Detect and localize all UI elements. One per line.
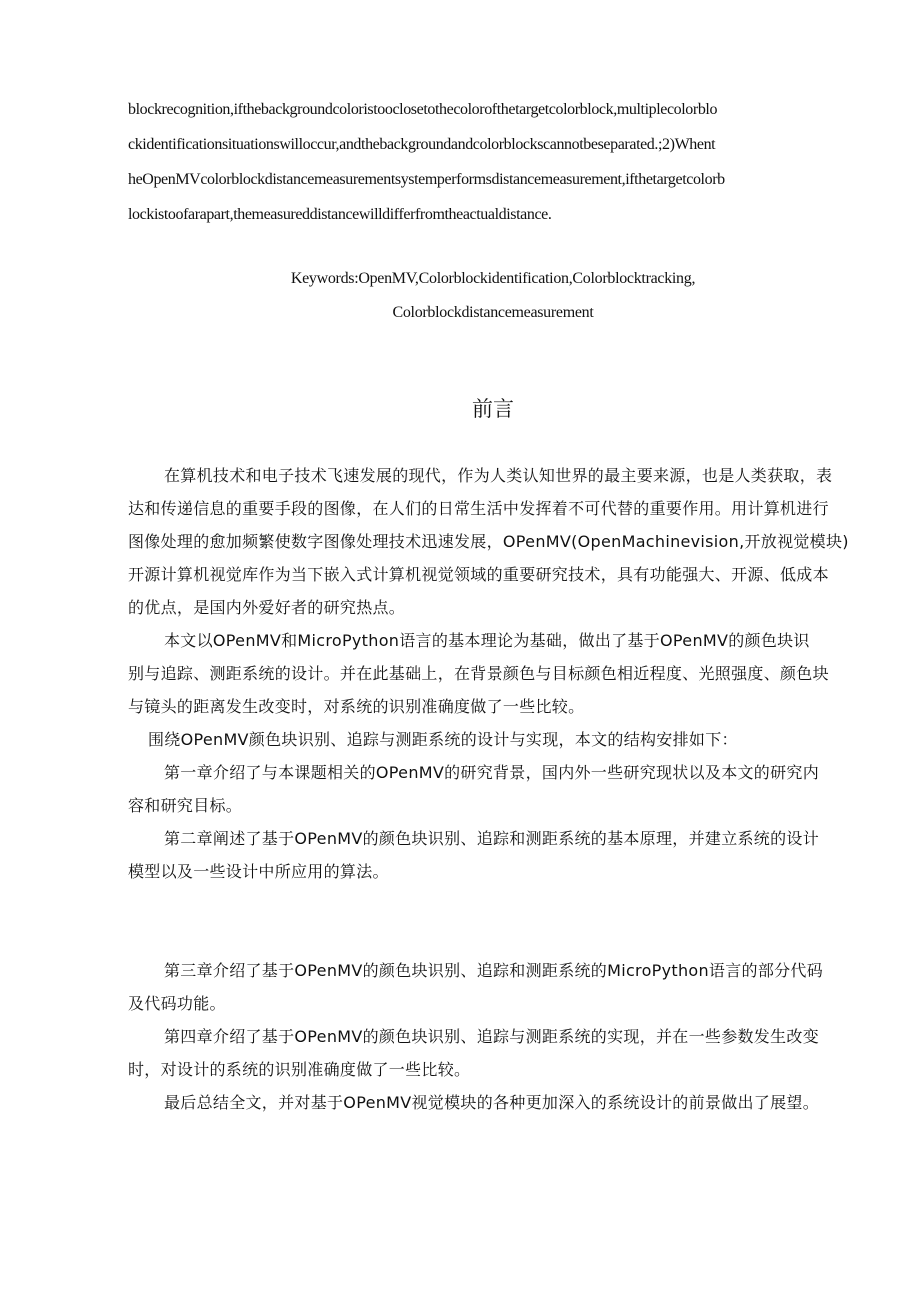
paragraph-line: 在算机技术和电子技术飞速发展的现代，作为人类认知世界的最主要来源，也是人类获取，表: [164, 466, 833, 485]
paragraph-line: 第四章介绍了基于OPenMV的颜色块识别、追踪与测距系统的实现，并在一些参数发生改变: [164, 1027, 820, 1046]
blank-gap: [128, 888, 864, 954]
paragraph-line: 第一章介绍了与本课题相关的OPenMV的研究背景，国内外一些研究现状以及本文的研究内: [164, 763, 820, 782]
paragraph-line: 别与追踪、测距系统的设计。并在此基础上，在背景颜色与目标颜色相近程度、光照强度、颜色块: [128, 664, 829, 683]
paragraph-line: 容和研究目标。: [128, 796, 243, 815]
preface-body: [128, 459, 864, 1119]
abstract-line: ckidentificationsituationswilloccur,andthebackgroundandcolorblockscannotbeseparated.;2)Whent: [128, 136, 716, 153]
english-abstract-tail: [128, 92, 864, 232]
abstract-line: heOpenMVcolorblockdistancemeasurementsystemperformsdistancemeasurement,ifthetargetcolorb: [128, 171, 725, 188]
keywords: [100, 262, 886, 330]
keywords-line-1: Keywords:OpenMV,Colorblockidentification,Colorblocktracking,: [290, 270, 696, 287]
paragraph-line: 第二章阐述了基于OPenMV的颜色块识别、追踪和测距系统的基本原理，并建立系统的设计: [164, 829, 820, 848]
preface-title: 前言: [472, 397, 514, 421]
abstract-line: lockistoofarapart,themeasureddistancewilldifferfromtheactualdistance.: [128, 206, 552, 223]
paragraph-line: 本文以OPenMV和MicroPython语言的基本理论为基础，做出了基于OPenMV的颜色块识: [164, 631, 810, 650]
paragraph-line: 开源计算机视觉库作为当下嵌入式计算机视觉领域的重要研究技术，具有功能强大、开源、低成本: [128, 565, 829, 584]
paragraph-line: 达和传递信息的重要手段的图像，在人们的日常生活中发挥着不可代替的重要作用。用计算机进行: [128, 499, 829, 518]
paragraph-line: 及代码功能。: [128, 994, 226, 1013]
abstract-line: blockrecognition,ifthebackgroundcoloristooclosetothecolorofthetargetcolorblock,multiplecolorblo: [128, 101, 718, 118]
paragraph-line: 图像处理的愈加频繁使数字图像处理技术迅速发展，OPenMV(OpenMachinevision,开放视觉模块): [128, 532, 849, 551]
paragraph-line: 时，对设计的系统的识别准确度做了一些比较。: [128, 1060, 471, 1079]
paragraph-line: 第三章介绍了基于OPenMV的颜色块识别、追踪和测距系统的MicroPython语言的部分代码: [164, 961, 824, 980]
paragraph-line: 与镜头的距离发生改变时，对系统的识别准确度做了一些比较。: [128, 697, 585, 716]
paragraph-line: 最后总结全文，并对基于OPenMV视觉模块的各种更加深入的系统设计的前景做出了展望。: [164, 1093, 820, 1112]
paragraph-line: 的优点，是国内外爱好者的研究热点。: [128, 598, 406, 617]
keywords-line-2: Colorblockdistancemeasurement: [392, 304, 594, 321]
paragraph-line: 模型以及一些设计中所应用的算法。: [128, 862, 389, 881]
paragraph-line: 围绕OPenMV颜色块识别、追踪与测距系统的设计与实现，本文的结构安排如下：: [148, 730, 738, 749]
